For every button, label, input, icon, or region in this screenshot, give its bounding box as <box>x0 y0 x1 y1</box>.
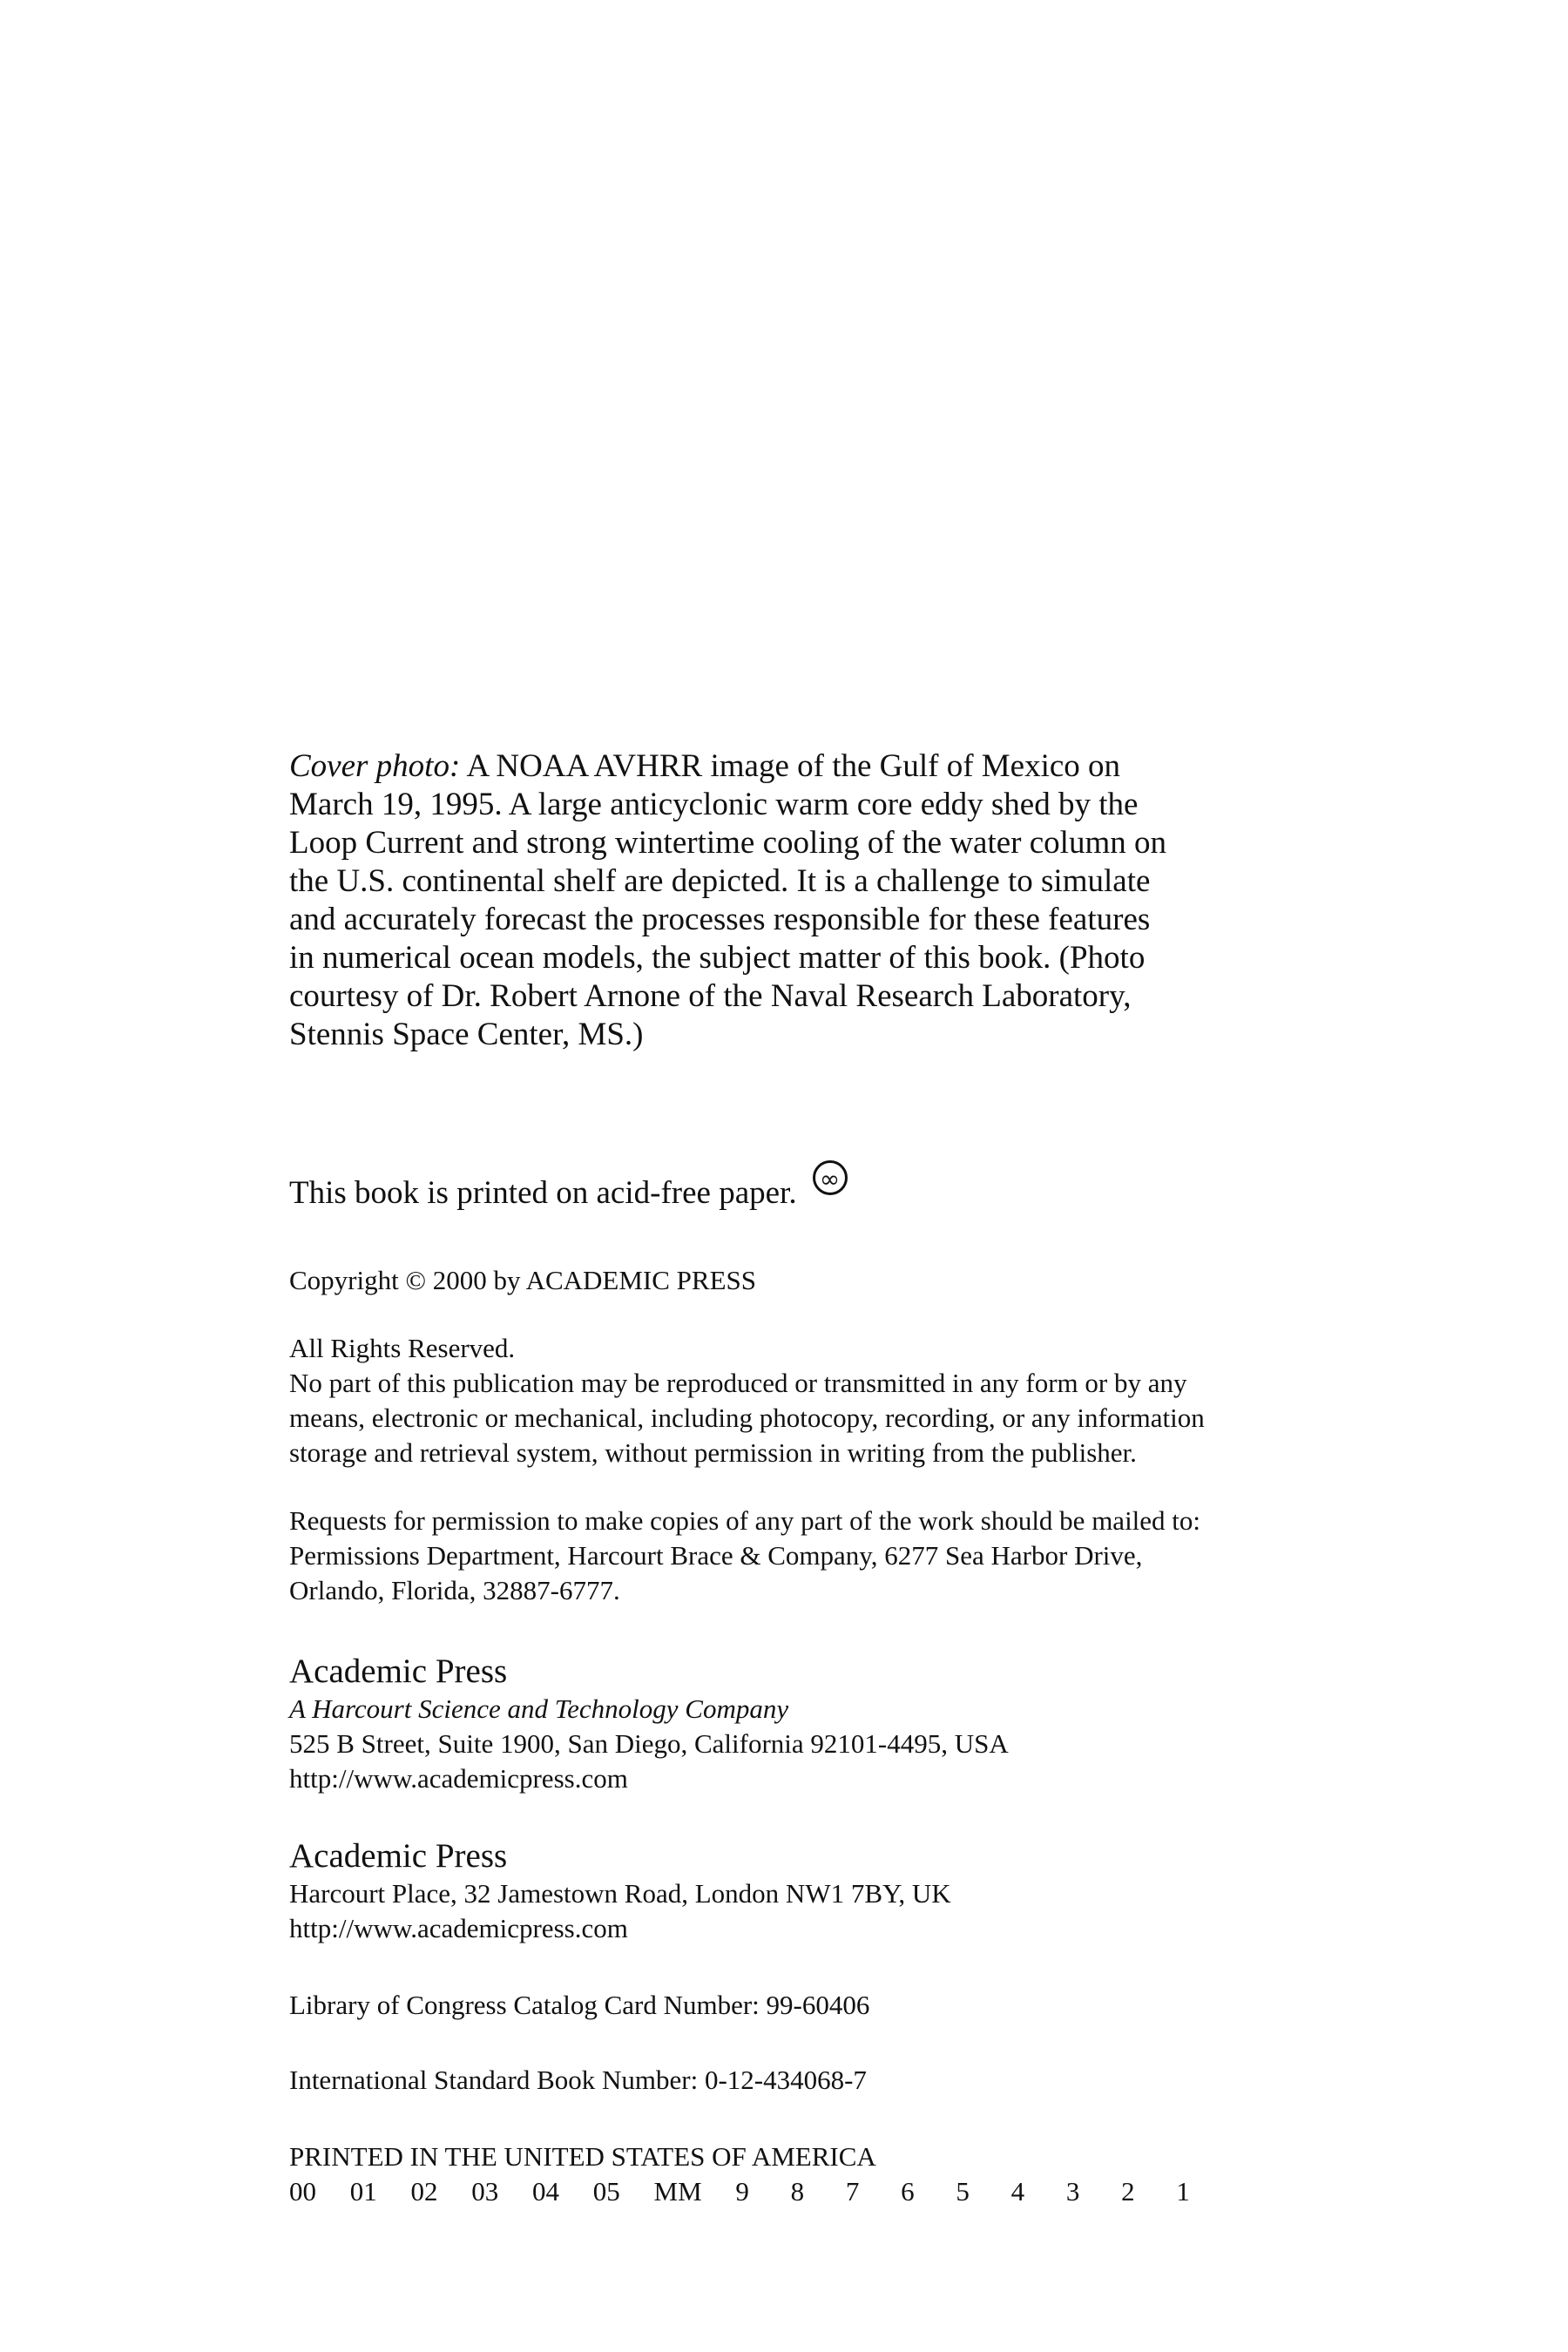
infinity-icon: ∞ <box>813 1160 848 1195</box>
print-number: 2 <box>1121 2176 1135 2207</box>
cover-caption-line: the U.S. continental shelf are depicted. It is a challenge to simulate <box>289 863 1151 899</box>
publisher-name: Academic Press <box>289 1652 508 1690</box>
cover-caption-line: courtesy of Dr. Robert Arnone of the Naval Research Laboratory, <box>289 978 1132 1014</box>
rights-line: No part of this publication may be reproduced or transmitted in any form or by any <box>289 1368 1187 1398</box>
printing-info <box>289 2139 1225 2209</box>
print-number: 04 <box>532 2176 559 2207</box>
print-number-line <box>289 2174 1225 2209</box>
print-number: MM <box>653 2176 702 2207</box>
print-number: 05 <box>592 2176 620 2207</box>
printed-in-line: PRINTED IN THE UNITED STATES OF AMERICA <box>289 2141 876 2172</box>
isbn <box>289 2063 867 2098</box>
acid-free-notice <box>289 1165 848 1213</box>
cover-photo-caption <box>289 747 1204 1054</box>
lccn-line: Library of Congress Catalog Card Number: 99-60406 <box>289 1990 870 2020</box>
copyright-line: Copyright © 2000 by ACADEMIC PRESS <box>289 1265 756 1295</box>
print-number: 03 <box>471 2176 499 2207</box>
cover-caption-lead: Cover photo: <box>289 748 461 784</box>
cover-caption-line: Loop Current and strong wintertime cooling of the water column on <box>289 825 1166 861</box>
print-number: 3 <box>1065 2176 1080 2207</box>
rights-line: All Rights Reserved. <box>289 1333 516 1363</box>
print-number: 7 <box>845 2176 860 2207</box>
print-number: 02 <box>410 2176 438 2207</box>
publisher-url: http://www.academicpress.com <box>289 1763 628 1794</box>
isbn-line: International Standard Book Number: 0-12-434068-7 <box>289 2065 867 2095</box>
cover-caption-line: and accurately forecast the processes responsible for these features <box>289 902 1151 937</box>
publisher-address: 525 B Street, Suite 1900, San Diego, California 92101-4495, USA <box>289 1728 1009 1759</box>
print-number: 8 <box>790 2176 805 2207</box>
acid-free-text: This book is printed on acid-free paper. <box>289 1175 797 1211</box>
cover-caption-line: March 19, 1995. A large anticyclonic warm core eddy shed by the <box>289 787 1139 822</box>
publisher-uk <box>289 1836 951 1946</box>
publisher-address: Harcourt Place, 32 Jamestown Road, London NW1 7BY, UK <box>289 1878 951 1909</box>
print-number: 4 <box>1010 2176 1025 2207</box>
print-number: 01 <box>349 2176 377 2207</box>
rights-line: storage and retrieval system, without permission in writing from the publisher. <box>289 1437 1137 1468</box>
print-number: 5 <box>956 2176 970 2207</box>
permissions-statement <box>289 1504 1200 1608</box>
publisher-us <box>289 1652 1009 1796</box>
permissions-line: Orlando, Florida, 32887-6777. <box>289 1575 620 1605</box>
print-number: 6 <box>901 2176 915 2207</box>
permissions-line: Permissions Department, Harcourt Brace & Company, 6277 Sea Harbor Drive, <box>289 1540 1143 1571</box>
publisher-url: http://www.academicpress.com <box>289 1913 628 1943</box>
copyright-notice <box>289 1263 756 1298</box>
permissions-line: Requests for permission to make copies of any part of the work should be mailed to: <box>289 1505 1201 1536</box>
cover-caption-line: Cover photo: A NOAA AVHRR image of the Gulf of Mexico on <box>289 748 1121 784</box>
publisher-tagline: A Harcourt Science and Technology Company <box>289 1693 789 1724</box>
cover-caption-line: in numerical ocean models, the subject matter of this book. (Photo <box>289 940 1146 976</box>
publisher-name: Academic Press <box>289 1837 508 1875</box>
print-number: 9 <box>735 2176 749 2207</box>
rights-line: means, electronic or mechanical, including photocopy, recording, or any information <box>289 1402 1205 1433</box>
lccn <box>289 1988 869 2023</box>
cover-caption-line: Stennis Space Center, MS.) <box>289 1017 644 1052</box>
rights-statement <box>289 1331 1205 1470</box>
print-number: 1 <box>1176 2176 1190 2207</box>
print-number: 00 <box>289 2176 316 2207</box>
